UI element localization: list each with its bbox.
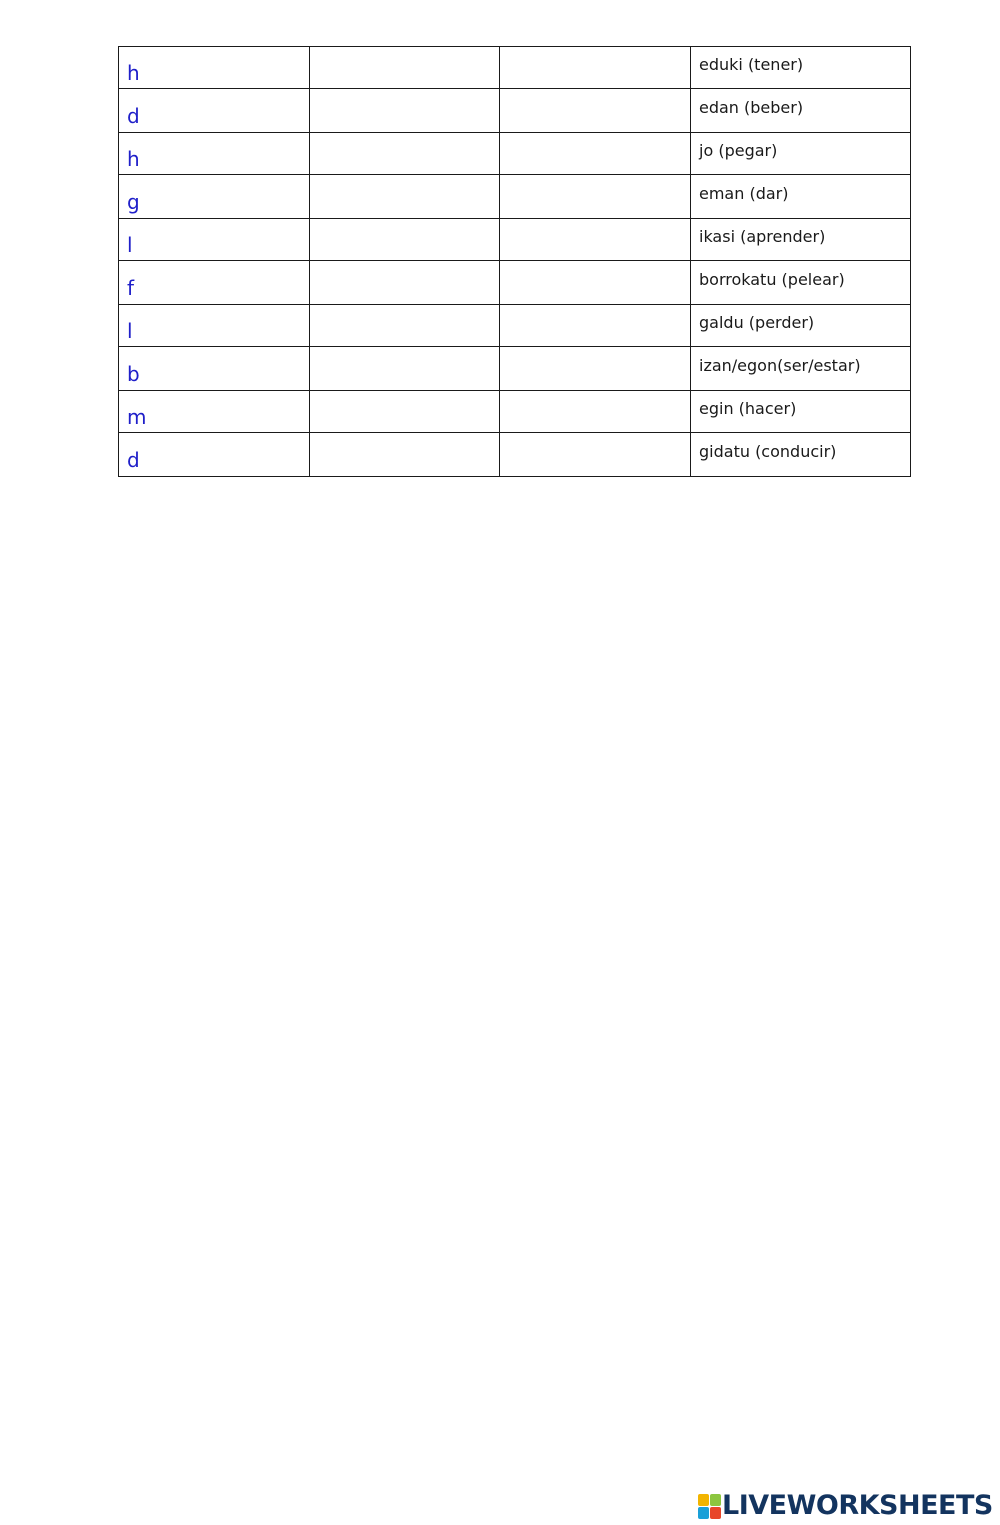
answer-text: d [127,447,140,472]
table-row [119,433,911,477]
answer-cell[interactable] [119,305,310,347]
blank-answer-cell[interactable] [500,391,691,433]
blank-answer-cell[interactable] [310,89,500,133]
blank-answer-cell[interactable] [310,391,500,433]
blank-answer-cell[interactable] [310,47,500,89]
answer-cell[interactable] [119,175,310,219]
verb-cell [691,89,911,133]
table-row [119,89,911,133]
verb-label: izan/egon(ser/estar) [699,355,861,375]
blank-answer-cell[interactable] [500,433,691,477]
blank-answer-cell[interactable] [500,133,691,175]
verb-label: gidatu (conducir) [699,441,837,461]
blank-answer-cell[interactable] [310,219,500,261]
verb-cell [691,433,911,477]
logo-square-4 [710,1507,721,1519]
answer-cell[interactable] [119,89,310,133]
verb-label: eduki (tener) [699,54,804,74]
blank-answer-cell[interactable] [310,261,500,305]
answer-cell[interactable] [119,47,310,89]
verb-label: galdu (perder) [699,312,815,332]
verb-label: eman (dar) [699,183,789,203]
answer-cell[interactable] [119,133,310,175]
answer-text: m [127,404,147,429]
answer-text: d [127,103,140,128]
answer-cell[interactable] [119,347,310,391]
verb-cell [691,133,911,175]
verb-cell [691,261,911,305]
liveworksheets-logo [698,1491,993,1521]
verb-cell [691,305,911,347]
blank-answer-cell[interactable] [500,89,691,133]
answer-text: h [127,60,140,85]
liveworksheets-logo-icon [698,1494,720,1518]
answer-text: g [127,189,140,214]
logo-square-1 [698,1494,709,1506]
answer-cell[interactable] [119,433,310,477]
table-row [119,391,911,433]
answer-text: l [127,232,133,257]
verb-cell [691,47,911,89]
table-row [119,219,911,261]
blank-answer-cell[interactable] [310,347,500,391]
answer-cell[interactable] [119,219,310,261]
answer-text: h [127,146,140,171]
blank-answer-cell[interactable] [500,175,691,219]
answer-cell[interactable] [119,391,310,433]
blank-answer-cell[interactable] [500,261,691,305]
table-row [119,305,911,347]
verb-cell [691,347,911,391]
verb-label: edan (beber) [699,97,804,117]
table-row [119,261,911,305]
verb-cell [691,175,911,219]
verb-table [118,46,911,477]
blank-answer-cell[interactable] [500,347,691,391]
verb-cell [691,219,911,261]
answer-text: l [127,318,133,343]
verb-table-body [119,47,911,477]
answer-text: b [127,361,140,386]
verb-label: egin (hacer) [699,398,797,418]
table-row [119,47,911,89]
blank-answer-cell[interactable] [500,219,691,261]
logo-square-2 [710,1494,721,1506]
table-row [119,347,911,391]
verb-label: jo (pegar) [699,140,778,160]
blank-answer-cell[interactable] [500,305,691,347]
table-row [119,133,911,175]
answer-cell[interactable] [119,261,310,305]
table-row [119,175,911,219]
verb-cell [691,391,911,433]
logo-square-3 [698,1507,709,1519]
blank-answer-cell[interactable] [310,133,500,175]
blank-answer-cell[interactable] [500,47,691,89]
answer-text: f [127,275,135,300]
verb-label: ikasi (aprender) [699,226,826,246]
brand-name: LIVEWORKSHEETS [722,1490,993,1521]
blank-answer-cell[interactable] [310,305,500,347]
verb-label: borrokatu (pelear) [699,269,845,289]
blank-answer-cell[interactable] [310,175,500,219]
blank-answer-cell[interactable] [310,433,500,477]
